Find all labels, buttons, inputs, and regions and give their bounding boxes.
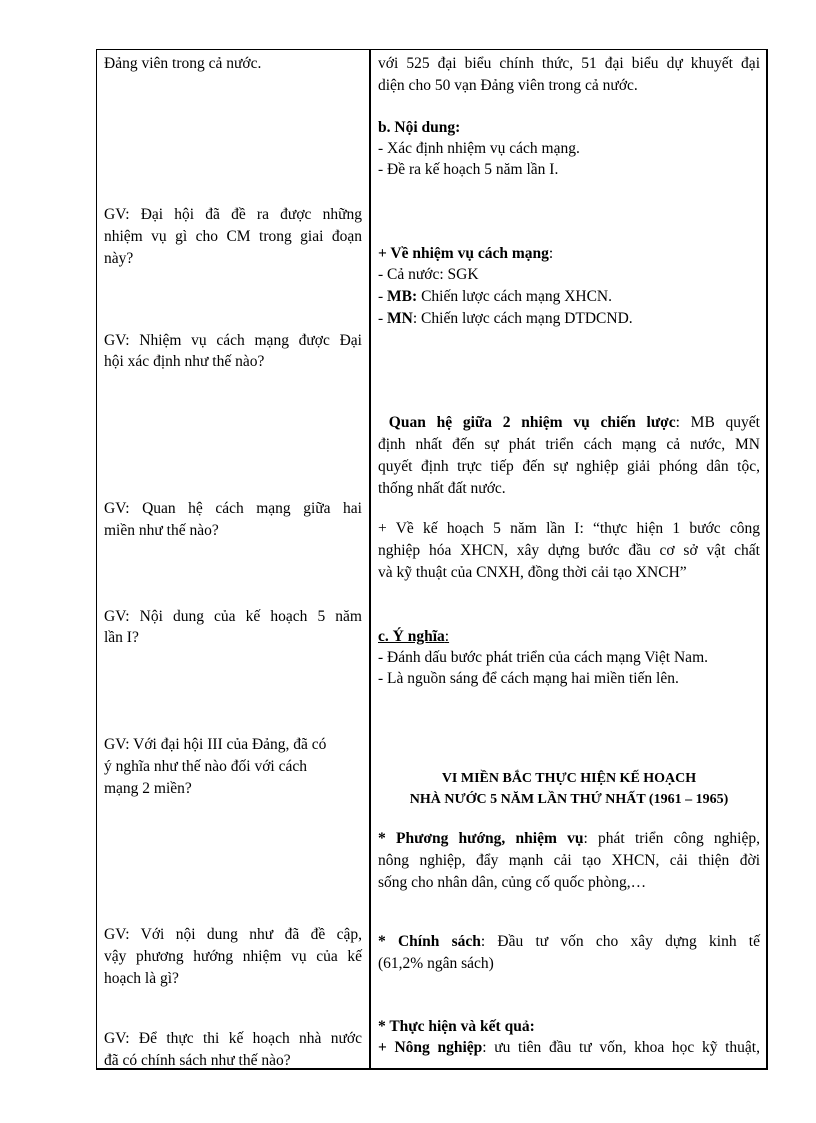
question-line: ý nghĩa như thế nào đối với cách <box>104 758 307 775</box>
lesson-table <box>96 49 768 1070</box>
content-line: * Thực hiện và kết quả: <box>378 1018 535 1035</box>
question-line: hội xác định như thế nào? <box>104 353 265 370</box>
content-line: nghiệp hóa XHCN, xây dựng bước đầu cơ sở vật chất <box>378 542 760 559</box>
content-line: - Xác định nhiệm vụ cách mạng. <box>378 140 580 157</box>
task-heading: + Về nhiệm vụ cách mạng: <box>378 245 554 262</box>
content-line: định nhất đến sự phát triển cách mạng cả nước, MN <box>378 436 760 453</box>
question-line: miền như thế nào? <box>104 522 219 539</box>
question-line: này? <box>104 250 134 267</box>
content-line: - MB: Chiến lược cách mạng XHCN. <box>378 288 612 305</box>
section-vi-title: VI MIỀN BẮC THỰC HIỆN KẾ HOẠCH <box>441 771 697 786</box>
content-line: + Nông nghiệp: ưu tiên đầu tư vốn, khoa học kỹ thuật, <box>378 1039 760 1056</box>
section-vi-title: NHÀ NƯỚC 5 NĂM LẦN THỨ NHẤT (1961 – 1965) <box>409 792 729 807</box>
content-line: Quan hệ giữa 2 nhiệm vụ chiến lược: MB quyết <box>388 414 760 431</box>
question-line: GV: Quan hệ cách mạng giữa hai <box>104 500 362 517</box>
content-line: thống nhất đất nước. <box>378 480 506 497</box>
content-line: - Đề ra kế hoạch 5 năm lần I. <box>378 161 559 178</box>
content-line: sống cho nhân dân, củng cố quốc phòng,… <box>378 874 647 891</box>
content-line: * Phương hướng, nhiệm vụ: phát triển công nghiệp, <box>378 830 760 847</box>
question-line: GV: Để thực thi kế hoạch nhà nước <box>104 1030 362 1047</box>
section-b-heading: b. Nội dung: <box>378 119 461 136</box>
content-line: với 525 đại biểu chính thức, 51 đại biểu dự khuyết đại <box>378 55 760 72</box>
question-line: hoạch là gì? <box>104 970 179 987</box>
section-c-heading: c. Ý nghĩa: <box>378 628 450 645</box>
question-line: GV: Với đại hội III của Đảng, đã có <box>104 736 327 753</box>
question-line: mạng 2 miền? <box>104 780 192 797</box>
question-line: GV: Nhiệm vụ cách mạng được Đại <box>104 332 362 349</box>
content-line: diện cho 50 vạn Đảng viên trong cả nước. <box>378 77 638 94</box>
question-line: GV: Với nội dung như đã đề cập, <box>104 926 362 943</box>
question-line: vậy phương hướng nhiệm vụ của kế <box>104 948 362 965</box>
column-divider <box>369 50 371 1068</box>
content-line: - Là nguồn sáng để cách mạng hai miền tiến lên. <box>378 670 679 687</box>
content-line: nông nghiệp, đẩy mạnh cải tạo XHCN, cải thiện đời <box>378 852 760 869</box>
question-line: nhiệm vụ gì cho CM trong giai đoạn <box>104 228 362 245</box>
question-line: GV: Nội dung của kế hoạch 5 năm <box>104 608 362 625</box>
content-line: * Chính sách: Đầu tư vốn cho xây dựng kinh tế <box>378 933 760 950</box>
question-line: đã có chính sách như thế nào? <box>104 1052 291 1069</box>
content-line: + Về kế hoạch 5 năm lần I: “thực hiện 1 bước công <box>378 520 760 537</box>
content-line: (61,2% ngân sách) <box>378 955 494 972</box>
content-line: quyết định trực tiếp đến sự nghiệp giải phóng dân tộc, <box>378 458 760 475</box>
content-line: - Đánh dấu bước phát triển của cách mạng Việt Nam. <box>378 649 708 666</box>
left-cell-text: Đảng viên trong cả nước. <box>104 55 262 72</box>
question-line: lần I? <box>104 629 139 646</box>
content-line: và kỹ thuật của CNXH, đồng thời cải tạo XNCH” <box>378 564 687 581</box>
content-line: - Cả nước: SGK <box>378 266 479 283</box>
question-line: GV: Đại hội đã đề ra được những <box>104 206 362 223</box>
content-line: - MN: Chiến lược cách mạng DTDCND. <box>378 310 633 327</box>
